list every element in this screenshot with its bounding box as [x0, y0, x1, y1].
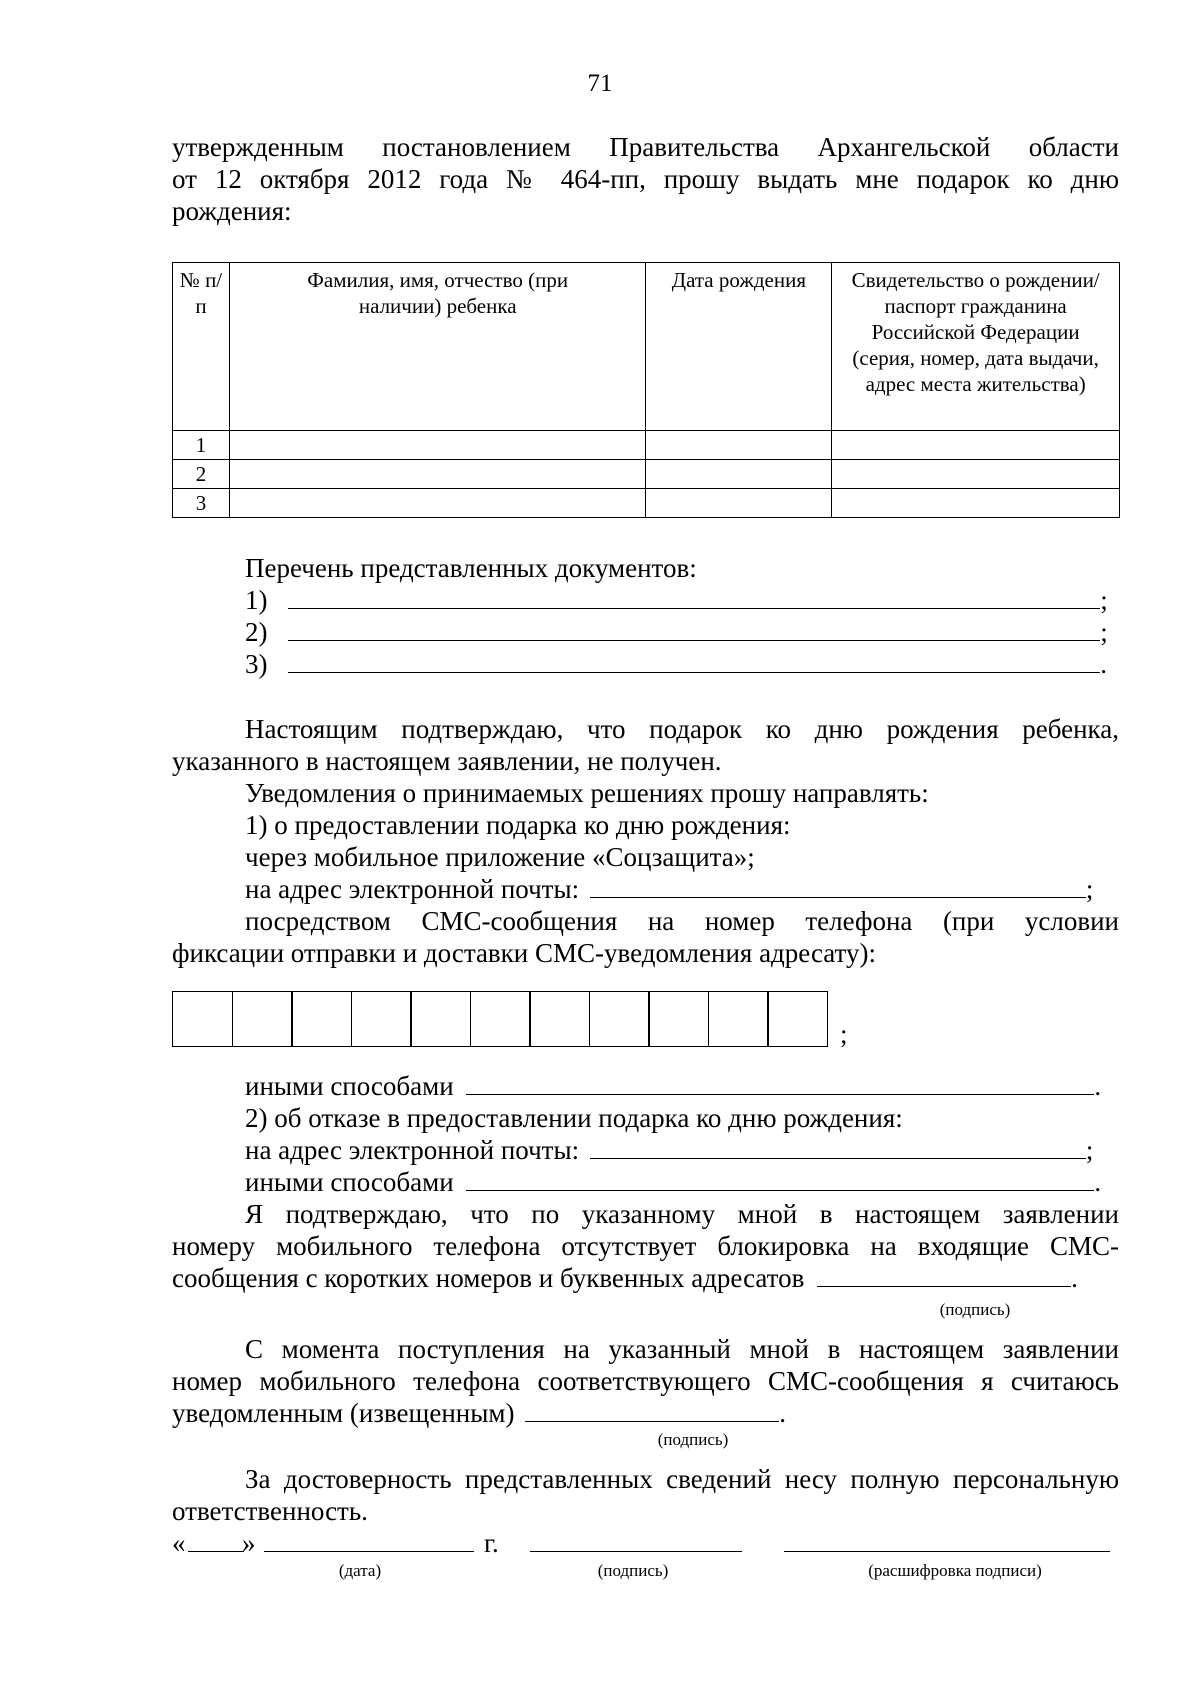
quote-open: «	[172, 1528, 186, 1558]
moment-paragraph	[172, 1333, 1119, 1429]
day-field[interactable]	[188, 1527, 244, 1552]
confirm-line: Настоящим подтверждаю, что подарок ко дню рождения ребенка,	[245, 714, 1119, 744]
document-field-1[interactable]	[288, 584, 1100, 609]
refuse-title: 2) об отказе в предоставлении подарка ко дню рождения:	[245, 1103, 903, 1133]
phone-digit-cell[interactable]	[708, 991, 769, 1047]
row-number: 1	[173, 431, 230, 460]
phone-digit-cell[interactable]	[351, 991, 412, 1047]
header-name: Фамилия, имя, отчество (при наличии) ребенка	[229, 263, 646, 431]
date-caption: (дата)	[338, 1561, 382, 1580]
header-num: № п/п	[173, 263, 230, 431]
doc-cell[interactable]	[832, 489, 1120, 518]
signature-caption: (подпись)	[657, 1430, 729, 1449]
block-signature-field[interactable]	[817, 1262, 1071, 1287]
phone-digit-cell[interactable]	[410, 991, 471, 1047]
phone-digit-cell[interactable]	[767, 991, 828, 1047]
other-label: иными способами	[245, 1167, 454, 1197]
email-label: на адрес электронной почты:	[245, 1135, 580, 1165]
sms-line: фиксации отправки и доставки СМС-уведомления адресату):	[172, 938, 876, 968]
responsibility-line: ответственность.	[172, 1496, 368, 1526]
block-confirm-line: Я подтверждаю, что по указанному мной в настоящем заявлении	[245, 1199, 1119, 1229]
name-cell[interactable]	[229, 489, 646, 518]
signature-caption: (подпись)	[939, 1300, 1011, 1319]
moment-line: С момента поступления на указанный мной в настоящем заявлении	[245, 1334, 1119, 1364]
birth-cell[interactable]	[646, 489, 832, 518]
decode-caption: (расшифровка подписи)	[868, 1561, 1042, 1580]
table-row	[173, 431, 1120, 460]
intro-line: от 12 октября 2012 года № 464-пп, прошу выдать мне подарок ко дню	[172, 164, 1119, 194]
header-doc: Свидетельство о рождении/паспорт гражданина Российской Федерации (серия, номер, дата выдачи, адрес места жительства)	[832, 263, 1120, 431]
document-item	[172, 616, 1119, 648]
phone-digit-cell[interactable]	[529, 991, 590, 1047]
header-birth: Дата рождения	[646, 263, 832, 431]
document-item	[172, 648, 1119, 680]
refuse-other-field[interactable]	[466, 1166, 1094, 1191]
table-row	[173, 460, 1120, 489]
month-field[interactable]	[264, 1527, 474, 1552]
documents-list	[172, 552, 1119, 680]
email-field[interactable]	[590, 873, 1086, 898]
other-label: иными способами	[245, 1071, 454, 1101]
notify-other-block	[172, 1070, 1119, 1294]
birth-cell[interactable]	[646, 431, 832, 460]
item-end: ;	[1100, 617, 1108, 647]
phone-digit-cell[interactable]	[172, 991, 233, 1047]
block-confirm-text: сообщения с коротких номеров и буквенных адресатов	[172, 1263, 805, 1293]
phone-digit-cell[interactable]	[648, 991, 709, 1047]
signature-field[interactable]	[530, 1527, 742, 1552]
item-end: .	[1100, 649, 1107, 679]
refuse-other	[172, 1166, 1119, 1198]
block-confirm-line	[172, 1262, 1119, 1294]
name-cell[interactable]	[229, 431, 646, 460]
phone-digit-cell[interactable]	[232, 991, 293, 1047]
intro-paragraph	[172, 131, 1119, 227]
other-end: .	[1094, 1071, 1102, 1101]
responsibility-line: За достоверность представленных сведений несу полную персональную	[245, 1464, 1119, 1494]
item-end: ;	[1100, 585, 1108, 615]
phone-digit-cell[interactable]	[470, 991, 531, 1047]
row-number: 3	[173, 489, 230, 518]
confirm-line: указанного в настоящем заявлении, не получен.	[172, 746, 722, 776]
footer-signature-row	[172, 1527, 1122, 1561]
signature-caption: (подпись)	[597, 1561, 669, 1580]
responsibility-paragraph	[172, 1463, 1119, 1527]
document-field-2[interactable]	[288, 616, 1100, 641]
phone-digit-cell[interactable]	[291, 991, 352, 1047]
moment-signature-field[interactable]	[525, 1397, 779, 1422]
refuse-email	[172, 1134, 1119, 1166]
other-field[interactable]	[466, 1070, 1094, 1095]
decode-field[interactable]	[784, 1527, 1110, 1552]
email-label: на адрес электронной почты:	[245, 874, 580, 904]
email-end: ;	[1085, 1135, 1094, 1165]
year-suffix: г.	[484, 1528, 499, 1558]
item-number: 1)	[245, 585, 268, 615]
quote-close: »	[242, 1528, 256, 1558]
phone-number-cells	[172, 991, 827, 1047]
moment-text: уведомленным (извещенным)	[172, 1398, 515, 1428]
notify-app: через мобильное приложение «Соцзащита»;	[245, 842, 755, 872]
other-end: .	[1094, 1167, 1102, 1197]
email-end: ;	[1085, 874, 1094, 904]
block-end: .	[1071, 1263, 1078, 1293]
item-number: 2)	[245, 617, 268, 647]
page-number: 71	[587, 70, 613, 97]
children-table	[172, 262, 1120, 518]
grant-title: 1) о предоставлении подарка ко дню рождения:	[245, 810, 791, 840]
other-methods	[172, 1070, 1119, 1102]
phone-end: ;	[840, 1019, 848, 1049]
document-item	[172, 584, 1119, 616]
name-cell[interactable]	[229, 460, 646, 489]
table-row	[173, 489, 1120, 518]
item-number: 3)	[245, 649, 268, 679]
phone-digit-cell[interactable]	[589, 991, 650, 1047]
doc-cell[interactable]	[832, 460, 1120, 489]
document-field-3[interactable]	[288, 648, 1100, 673]
confirm-paragraph	[172, 713, 1119, 969]
notify-title: Уведомления о принимаемых решениях прошу направлять:	[245, 778, 929, 808]
row-number: 2	[173, 460, 230, 489]
intro-line: утвержденным постановлением Правительства Архангельской области	[172, 132, 1119, 162]
doc-cell[interactable]	[832, 431, 1120, 460]
moment-end: .	[779, 1398, 786, 1428]
refuse-email-field[interactable]	[590, 1134, 1086, 1159]
documents-title: Перечень представленных документов:	[245, 553, 697, 583]
moment-line	[172, 1397, 1119, 1429]
birth-cell[interactable]	[646, 460, 832, 489]
notify-email	[172, 873, 1119, 905]
intro-line: рождения:	[172, 196, 292, 226]
moment-line: номер мобильного телефона соответствующего СМС-сообщения я считаюсь	[172, 1366, 1119, 1396]
sms-line: посредством СМС-сообщения на номер телефона (при условии	[245, 906, 1119, 936]
block-confirm-line: номеру мобильного телефона отсутствует блокировка на входящие СМС-	[172, 1231, 1119, 1261]
table-header-row	[173, 263, 1120, 431]
